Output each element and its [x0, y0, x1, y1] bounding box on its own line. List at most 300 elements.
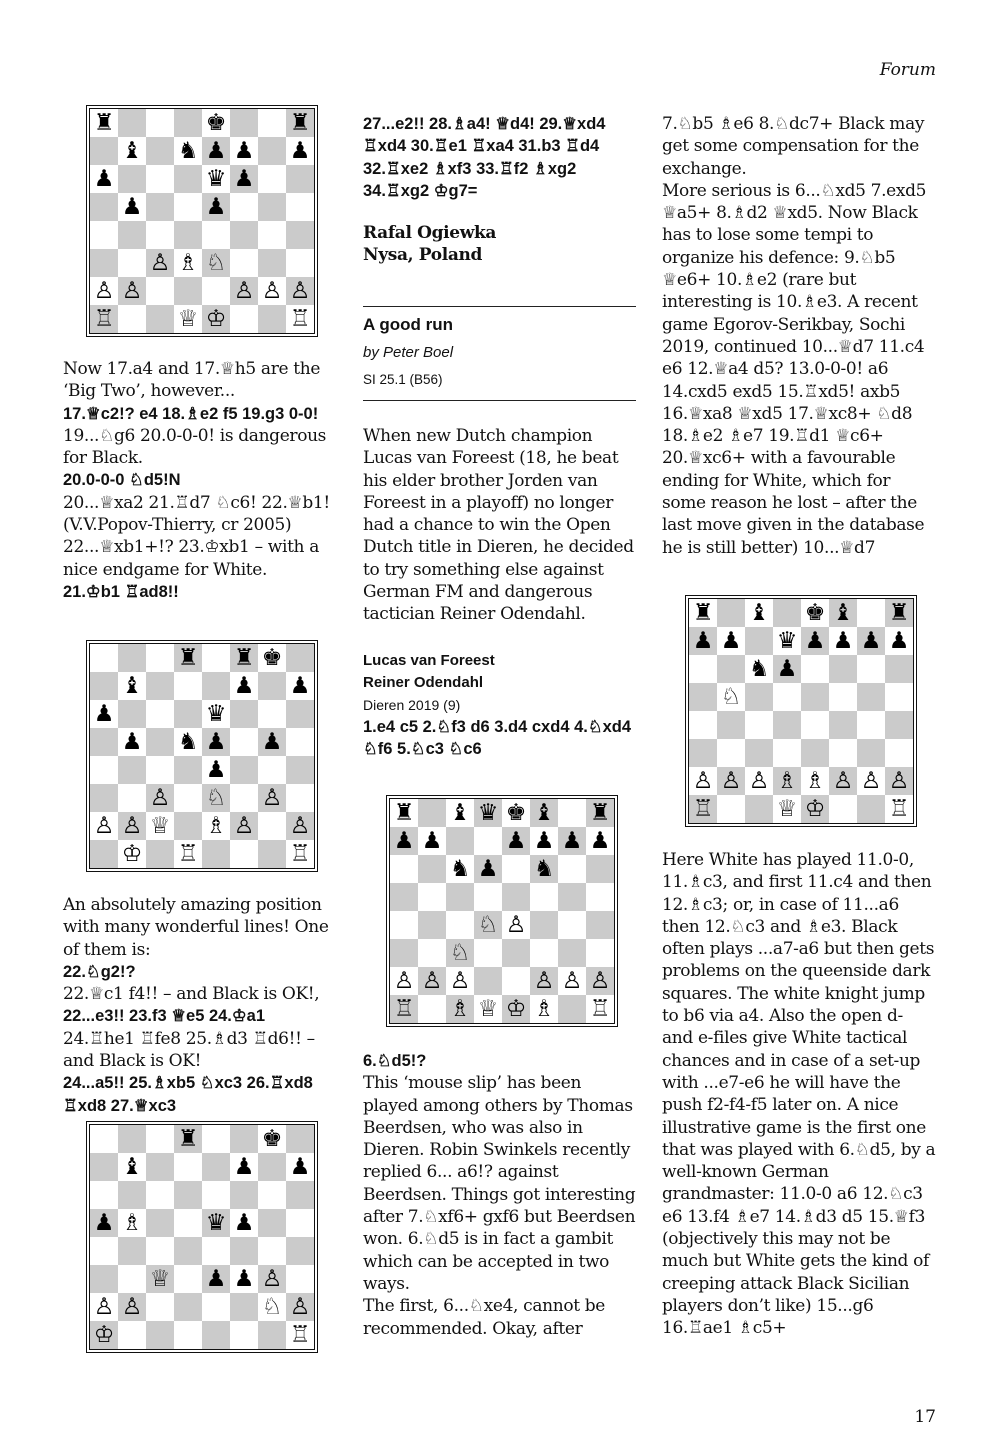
white-rook-icon: ♖: [289, 840, 311, 867]
article-intro: [363, 425, 637, 760]
board-square: [202, 277, 230, 305]
chess-diagram-3: [89, 1124, 315, 1350]
white-pawn-icon: ♙: [720, 767, 742, 794]
column-1-text-block: [63, 358, 339, 603]
board-square: [146, 1237, 174, 1265]
board-square: [90, 305, 118, 333]
board-square: [174, 1153, 202, 1181]
board-square: [558, 995, 586, 1023]
board-square: [146, 137, 174, 165]
board-square: [717, 599, 745, 627]
black-rook-icon: ♜: [177, 1125, 199, 1152]
board-square: [286, 1153, 314, 1181]
board-square: [446, 799, 474, 827]
board-square: [857, 599, 885, 627]
move-line: 22...e3!! 23.f3 ♕e5 24.♔a1: [63, 1007, 266, 1026]
black-pawn-icon: ♟: [860, 627, 882, 654]
board-square: [390, 995, 418, 1023]
board-square: [446, 855, 474, 883]
black-pawn-icon: ♟: [561, 827, 583, 854]
black-pawn-icon: ♟: [393, 827, 415, 854]
board-square: [118, 1237, 146, 1265]
board-square: [230, 1209, 258, 1237]
white-pawn-icon: ♙: [832, 767, 854, 794]
board-square: [558, 827, 586, 855]
board-square: [801, 599, 829, 627]
board-square: [558, 883, 586, 911]
board-square: [474, 799, 502, 827]
white-pawn-icon: ♙: [888, 767, 910, 794]
white-pawn-icon: ♙: [121, 1293, 143, 1320]
black-bishop-icon: ♝: [121, 1153, 143, 1180]
board-square: [885, 599, 913, 627]
annotation-text: 24.♖he1 ♖fe8 25.♗d3 ♖d6!! – and Black is OK!: [63, 1028, 315, 1072]
board-square: [258, 840, 286, 868]
board-square: [857, 683, 885, 711]
board-square: [202, 672, 230, 700]
board-square: [801, 767, 829, 795]
white-pawn-icon: ♙: [289, 277, 311, 304]
move-line: 17.♕c2!? e4 18.♗e2 f5 19.g3 0-0!: [63, 404, 319, 423]
board-square: [90, 1237, 118, 1265]
black-knight-icon: ♞: [177, 728, 199, 755]
board-square: [418, 855, 446, 883]
chess-diagram-5: [688, 598, 914, 824]
board-square: [118, 840, 146, 868]
board-square: [558, 939, 586, 967]
board-square: [118, 1181, 146, 1209]
board-square: [857, 739, 885, 767]
board-square: [773, 739, 801, 767]
board-square: [146, 784, 174, 812]
board-square: [174, 1209, 202, 1237]
board-square: [146, 165, 174, 193]
board-square: [90, 644, 118, 672]
board-square: [586, 995, 614, 1023]
board-square: [885, 683, 913, 711]
board-square: [258, 109, 286, 137]
black-pawn-icon: ♟: [421, 827, 443, 854]
board-square: [286, 221, 314, 249]
board-square: [530, 883, 558, 911]
board-square: [202, 840, 230, 868]
board-square: [202, 193, 230, 221]
board-square: [174, 193, 202, 221]
board-square: [558, 911, 586, 939]
black-knight-icon: ♞: [177, 137, 199, 164]
board-square: [230, 221, 258, 249]
board-square: [118, 1153, 146, 1181]
board-square: [857, 767, 885, 795]
board-square: [773, 655, 801, 683]
board-square: [857, 711, 885, 739]
white-queen-icon: ♕: [149, 812, 171, 839]
black-pawn-icon: ♟: [93, 700, 115, 727]
black-knight-icon: ♞: [748, 655, 770, 682]
black-pawn-icon: ♟: [93, 165, 115, 192]
board-square: [146, 1153, 174, 1181]
white-rook-icon: ♖: [589, 995, 611, 1022]
board-square: [829, 599, 857, 627]
board-square: [446, 827, 474, 855]
letter-location: Nysa, Poland: [363, 245, 483, 266]
white-pawn-icon: ♙: [449, 967, 471, 994]
board-square: [745, 627, 773, 655]
board-square: [230, 1321, 258, 1349]
board-square: [286, 644, 314, 672]
board-square: [202, 812, 230, 840]
board-square: [118, 728, 146, 756]
board-square: [90, 784, 118, 812]
article-rule-bottom: [363, 400, 636, 401]
board-square: [230, 1125, 258, 1153]
board-square: [146, 644, 174, 672]
annotation-text: 22.♕c1 f4!! – and Black is OK!,: [63, 984, 320, 1005]
board-square: [258, 1237, 286, 1265]
board-square: [174, 305, 202, 333]
board-square: [118, 221, 146, 249]
white-king-icon: ♔: [205, 305, 227, 332]
board-square: [530, 995, 558, 1023]
board-square: [90, 1153, 118, 1181]
board-square: [689, 683, 717, 711]
column-3-bottom: [662, 849, 938, 1340]
black-pawn-icon: ♟: [233, 1153, 255, 1180]
board-square: [286, 193, 314, 221]
board-square: [502, 995, 530, 1023]
board-square: [202, 1181, 230, 1209]
board-square: [745, 767, 773, 795]
white-bishop-icon: ♗: [205, 812, 227, 839]
board-square: [90, 1209, 118, 1237]
white-knight-icon: ♘: [449, 939, 471, 966]
board-square: [801, 711, 829, 739]
board-square: [202, 700, 230, 728]
board-square: [586, 883, 614, 911]
black-bishop-icon: ♝: [533, 799, 555, 826]
white-rook-icon: ♖: [289, 1321, 311, 1348]
board-square: [90, 193, 118, 221]
board-square: [502, 827, 530, 855]
board-square: [258, 728, 286, 756]
letter-author: Rafal Ogiewka: [363, 223, 497, 244]
article-title: A good run: [363, 315, 454, 334]
black-pawn-icon: ♟: [121, 728, 143, 755]
board-square: [230, 277, 258, 305]
board-square: [502, 883, 530, 911]
white-pawn-icon: ♙: [93, 277, 115, 304]
board-square: [286, 137, 314, 165]
white-bishop-icon: ♗: [776, 767, 798, 794]
board-square: [118, 109, 146, 137]
board-square: [717, 627, 745, 655]
board-square: [230, 1153, 258, 1181]
board-square: [202, 137, 230, 165]
board-square: [90, 109, 118, 137]
board-square: [230, 305, 258, 333]
board-square: [558, 799, 586, 827]
black-rook-icon: ♜: [393, 799, 415, 826]
move-line: 20.0-0-0 ♘d5!N: [63, 471, 181, 490]
column-2-bottom: [363, 1050, 637, 1340]
black-bishop-icon: ♝: [832, 599, 854, 626]
board-square: [502, 967, 530, 995]
black-pawn-icon: ♟: [233, 1209, 255, 1236]
white-pawn-icon: ♙: [261, 784, 283, 811]
board-square: [174, 1237, 202, 1265]
board-square: [146, 756, 174, 784]
white-queen-icon: ♕: [776, 795, 798, 822]
white-pawn-icon: ♙: [748, 767, 770, 794]
board-square: [829, 683, 857, 711]
white-bishop-icon: ♗: [533, 995, 555, 1022]
board-square: [146, 700, 174, 728]
board-square: [90, 1265, 118, 1293]
black-rook-icon: ♜: [233, 644, 255, 671]
board-square: [286, 1181, 314, 1209]
board-square: [885, 767, 913, 795]
black-pawn-icon: ♟: [233, 1265, 255, 1292]
board-square: [118, 1293, 146, 1321]
board-square: [90, 1321, 118, 1349]
board-square: [717, 683, 745, 711]
board-square: [717, 711, 745, 739]
move-line: 21.♔b1 ♖ad8!!: [63, 582, 179, 601]
board-square: [202, 165, 230, 193]
board-square: [146, 221, 174, 249]
annotation-text: This ‘mouse slip’ has been played among others by Thomas Beerdsen, who was also in Dieren. Robin Swinkels recently replied 6... a6!? against Beerdsen. Things got interesting after 7.♘xf6+ gxf6 but Beerdsen won. 6.♘d5 is in fact a gambit which can be accepted in two ways.: [363, 1073, 636, 1294]
board-square: [502, 799, 530, 827]
board-square: [258, 165, 286, 193]
board-square: [202, 784, 230, 812]
board-square: [230, 1265, 258, 1293]
white-rook-icon: ♖: [692, 795, 714, 822]
board-square: [118, 1265, 146, 1293]
black-bishop-icon: ♝: [449, 799, 471, 826]
black-rook-icon: ♜: [289, 109, 311, 136]
board-square: [118, 756, 146, 784]
board-square: [230, 1237, 258, 1265]
board-square: [146, 277, 174, 305]
board-square: [474, 967, 502, 995]
page-number: 17: [914, 1407, 936, 1427]
board-square: [857, 795, 885, 823]
board-square: [857, 627, 885, 655]
board-square: [118, 812, 146, 840]
white-player: Lucas van Foreest: [363, 651, 495, 669]
white-pawn-icon: ♙: [121, 812, 143, 839]
board-square: [118, 700, 146, 728]
board-square: [558, 855, 586, 883]
annotation-text: The first, 6...♘xe4, cannot be recommended. Okay, after: [363, 1296, 605, 1339]
board-square: [418, 911, 446, 939]
board-square: [202, 305, 230, 333]
black-rook-icon: ♜: [93, 109, 115, 136]
board-square: [390, 799, 418, 827]
board-square: [258, 700, 286, 728]
white-knight-icon: ♘: [720, 683, 742, 710]
board-square: [174, 728, 202, 756]
white-knight-icon: ♘: [205, 784, 227, 811]
board-square: [530, 827, 558, 855]
black-pawn-icon: ♟: [205, 1265, 227, 1292]
board-square: [689, 795, 717, 823]
board-square: [146, 1293, 174, 1321]
board-square: [390, 883, 418, 911]
white-knight-icon: ♘: [477, 911, 499, 938]
white-bishop-icon: ♗: [121, 1209, 143, 1236]
board-square: [230, 672, 258, 700]
board-square: [390, 939, 418, 967]
board-square: [586, 967, 614, 995]
white-pawn-icon: ♙: [93, 1293, 115, 1320]
board-square: [202, 109, 230, 137]
board-square: [174, 840, 202, 868]
opening-moves: 1.e4 c5 2.♘f3 d6 3.d4 cxd4 4.♘xd4 ♘f6 5.♘c3 ♘c6: [363, 717, 632, 758]
board-square: [174, 1293, 202, 1321]
black-queen-icon: ♛: [477, 799, 499, 826]
board-square: [773, 711, 801, 739]
board-square: [258, 1321, 286, 1349]
board-square: [202, 1265, 230, 1293]
board-square: [502, 855, 530, 883]
board-square: [230, 756, 258, 784]
board-square: [286, 728, 314, 756]
black-pawn-icon: ♟: [832, 627, 854, 654]
board-square: [801, 683, 829, 711]
board-square: [286, 249, 314, 277]
board-square: [857, 655, 885, 683]
white-queen-icon: ♕: [149, 1265, 171, 1292]
move-line: 27...e2!! 28.♗a4! ♕d4! 29.♕xd4 ♖xd4 30.♖e1 ♖xa4 31.b3 ♖d4 32.♖xe2 ♗xf3 33.♖f2 ♗xg2 34.♖xg2 ♔g7=: [363, 115, 606, 200]
white-rook-icon: ♖: [93, 305, 115, 332]
board-square: [174, 812, 202, 840]
board-square: [118, 137, 146, 165]
chess-diagram-4: [389, 798, 615, 1024]
board-square: [174, 1181, 202, 1209]
board-square: [689, 599, 717, 627]
board-square: [286, 812, 314, 840]
board-square: [745, 711, 773, 739]
board-square: [230, 109, 258, 137]
board-square: [885, 795, 913, 823]
board-square: [829, 795, 857, 823]
white-pawn-icon: ♙: [860, 767, 882, 794]
board-square: [773, 795, 801, 823]
board-square: [390, 911, 418, 939]
board-square: [230, 784, 258, 812]
board-square: [174, 221, 202, 249]
board-square: [230, 1293, 258, 1321]
board-square: [118, 1321, 146, 1349]
board-square: [258, 137, 286, 165]
black-pawn-icon: ♟: [289, 1153, 311, 1180]
white-pawn-icon: ♙: [692, 767, 714, 794]
board-square: [418, 939, 446, 967]
white-pawn-icon: ♙: [561, 967, 583, 994]
black-king-icon: ♚: [261, 644, 283, 671]
annotation-text: 7.♘b5 ♗e6 8.♘dc7+ Black may get some compensation for the exchange.: [662, 114, 925, 179]
white-pawn-icon: ♙: [233, 277, 255, 304]
board-square: [230, 193, 258, 221]
board-square: [717, 767, 745, 795]
black-queen-icon: ♛: [205, 700, 227, 727]
board-square: [689, 767, 717, 795]
black-pawn-icon: ♟: [289, 137, 311, 164]
black-knight-icon: ♞: [449, 855, 471, 882]
board-square: [90, 1125, 118, 1153]
board-square: [286, 784, 314, 812]
board-square: [90, 756, 118, 784]
board-square: [745, 655, 773, 683]
white-queen-icon: ♕: [177, 305, 199, 332]
board-square: [118, 784, 146, 812]
board-square: [885, 655, 913, 683]
board-square: [202, 1209, 230, 1237]
board-square: [689, 711, 717, 739]
black-rook-icon: ♜: [692, 599, 714, 626]
board-square: [146, 193, 174, 221]
black-rook-icon: ♜: [177, 644, 199, 671]
board-square: [418, 883, 446, 911]
white-pawn-icon: ♙: [93, 812, 115, 839]
board-square: [801, 739, 829, 767]
board-square: [717, 655, 745, 683]
intro-text: When new Dutch champion Lucas van Foreest (18, he beat his elder brother Jorden van Foreest in a playoff) no longer had a chance to win the Open Dutch title in Dieren, he decided to try something else against German FM and dangerous tactician Reiner Odendahl.: [363, 426, 634, 625]
white-king-icon: ♔: [804, 795, 826, 822]
white-queen-icon: ♕: [477, 995, 499, 1022]
board-square: [801, 655, 829, 683]
white-pawn-icon: ♙: [121, 277, 143, 304]
black-pawn-icon: ♟: [121, 193, 143, 220]
board-square: [502, 911, 530, 939]
board-square: [90, 165, 118, 193]
black-bishop-icon: ♝: [748, 599, 770, 626]
board-square: [773, 767, 801, 795]
black-pawn-icon: ♟: [93, 1209, 115, 1236]
board-square: [474, 883, 502, 911]
board-square: [146, 249, 174, 277]
board-square: [801, 627, 829, 655]
board-square: [174, 756, 202, 784]
board-square: [174, 1265, 202, 1293]
board-square: [258, 1265, 286, 1293]
black-pawn-icon: ♟: [533, 827, 555, 854]
annotation-text: Here White has played 11.0-0, 11.♗c3, and first 11.c4 and then 12.♗c3; or, in case of 11...a6 then 12.♘c3 and ♗e3. Black often plays ...a7-a6 but then gets problems on the queenside dark squares. The white knight jump to b6 via a4. Also the open d- and e-files give White tactical chances and in case of a set-up with ...e7-e6 he will have the push f2-f4-f5 later on. A nice illustrative game is the first one that was played with 6.♘d5, by a well-known German grandmaster: 11.0-0 a6 12.♘c3 e6 13.f4 ♗e7 14.♗d3 d5 15.♕f3 (objectively this may not be much but White gets the kind of creeping attack Black Sicilian players don’t like) 15...g6 16.♖ae1 ♗c5+: [662, 850, 936, 1339]
white-bishop-icon: ♗: [177, 249, 199, 276]
board-square: [286, 1265, 314, 1293]
white-rook-icon: ♖: [393, 995, 415, 1022]
chess-diagram-1: [89, 108, 315, 334]
board-square: [202, 1153, 230, 1181]
board-square: [258, 1153, 286, 1181]
black-pawn-icon: ♟: [804, 627, 826, 654]
board-square: [689, 739, 717, 767]
board-square: [258, 812, 286, 840]
board-square: [174, 137, 202, 165]
board-square: [829, 711, 857, 739]
board-square: [90, 249, 118, 277]
board-square: [202, 644, 230, 672]
article-rule-top: [363, 306, 636, 307]
board-square: [745, 795, 773, 823]
board-square: [286, 672, 314, 700]
board-square: [418, 967, 446, 995]
board-square: [174, 277, 202, 305]
board-square: [885, 627, 913, 655]
annotation-text: More serious is 6...♘xd5 7.exd5 ♕a5+ 8.♗d2 ♕xd5. Now Black has to lose some tempi to organize his defence: 9.♘b5 ♕e6+ 10.♗e2 (rare but interesting is 10.♗e3. A recent game Egorov-Serikbay, Sochi 2019, continued 10...♕d7 11.c4 e6 12.♕a4 d5? 13.0-0-0! a6 14.cxd5 exd5 15.♖xd5! axb5 16.♕xa8 ♕xd5 17.♕xc8+ ♘d8 18.♗e2 ♗e7 19.♖d1 ♕c6+ 20.♕xc6+ with a favourable ending for White, which for some reason he lost – after the last move given in the database he is still better) 10...♕d7: [662, 180, 927, 558]
section-header: Forum: [879, 60, 936, 80]
